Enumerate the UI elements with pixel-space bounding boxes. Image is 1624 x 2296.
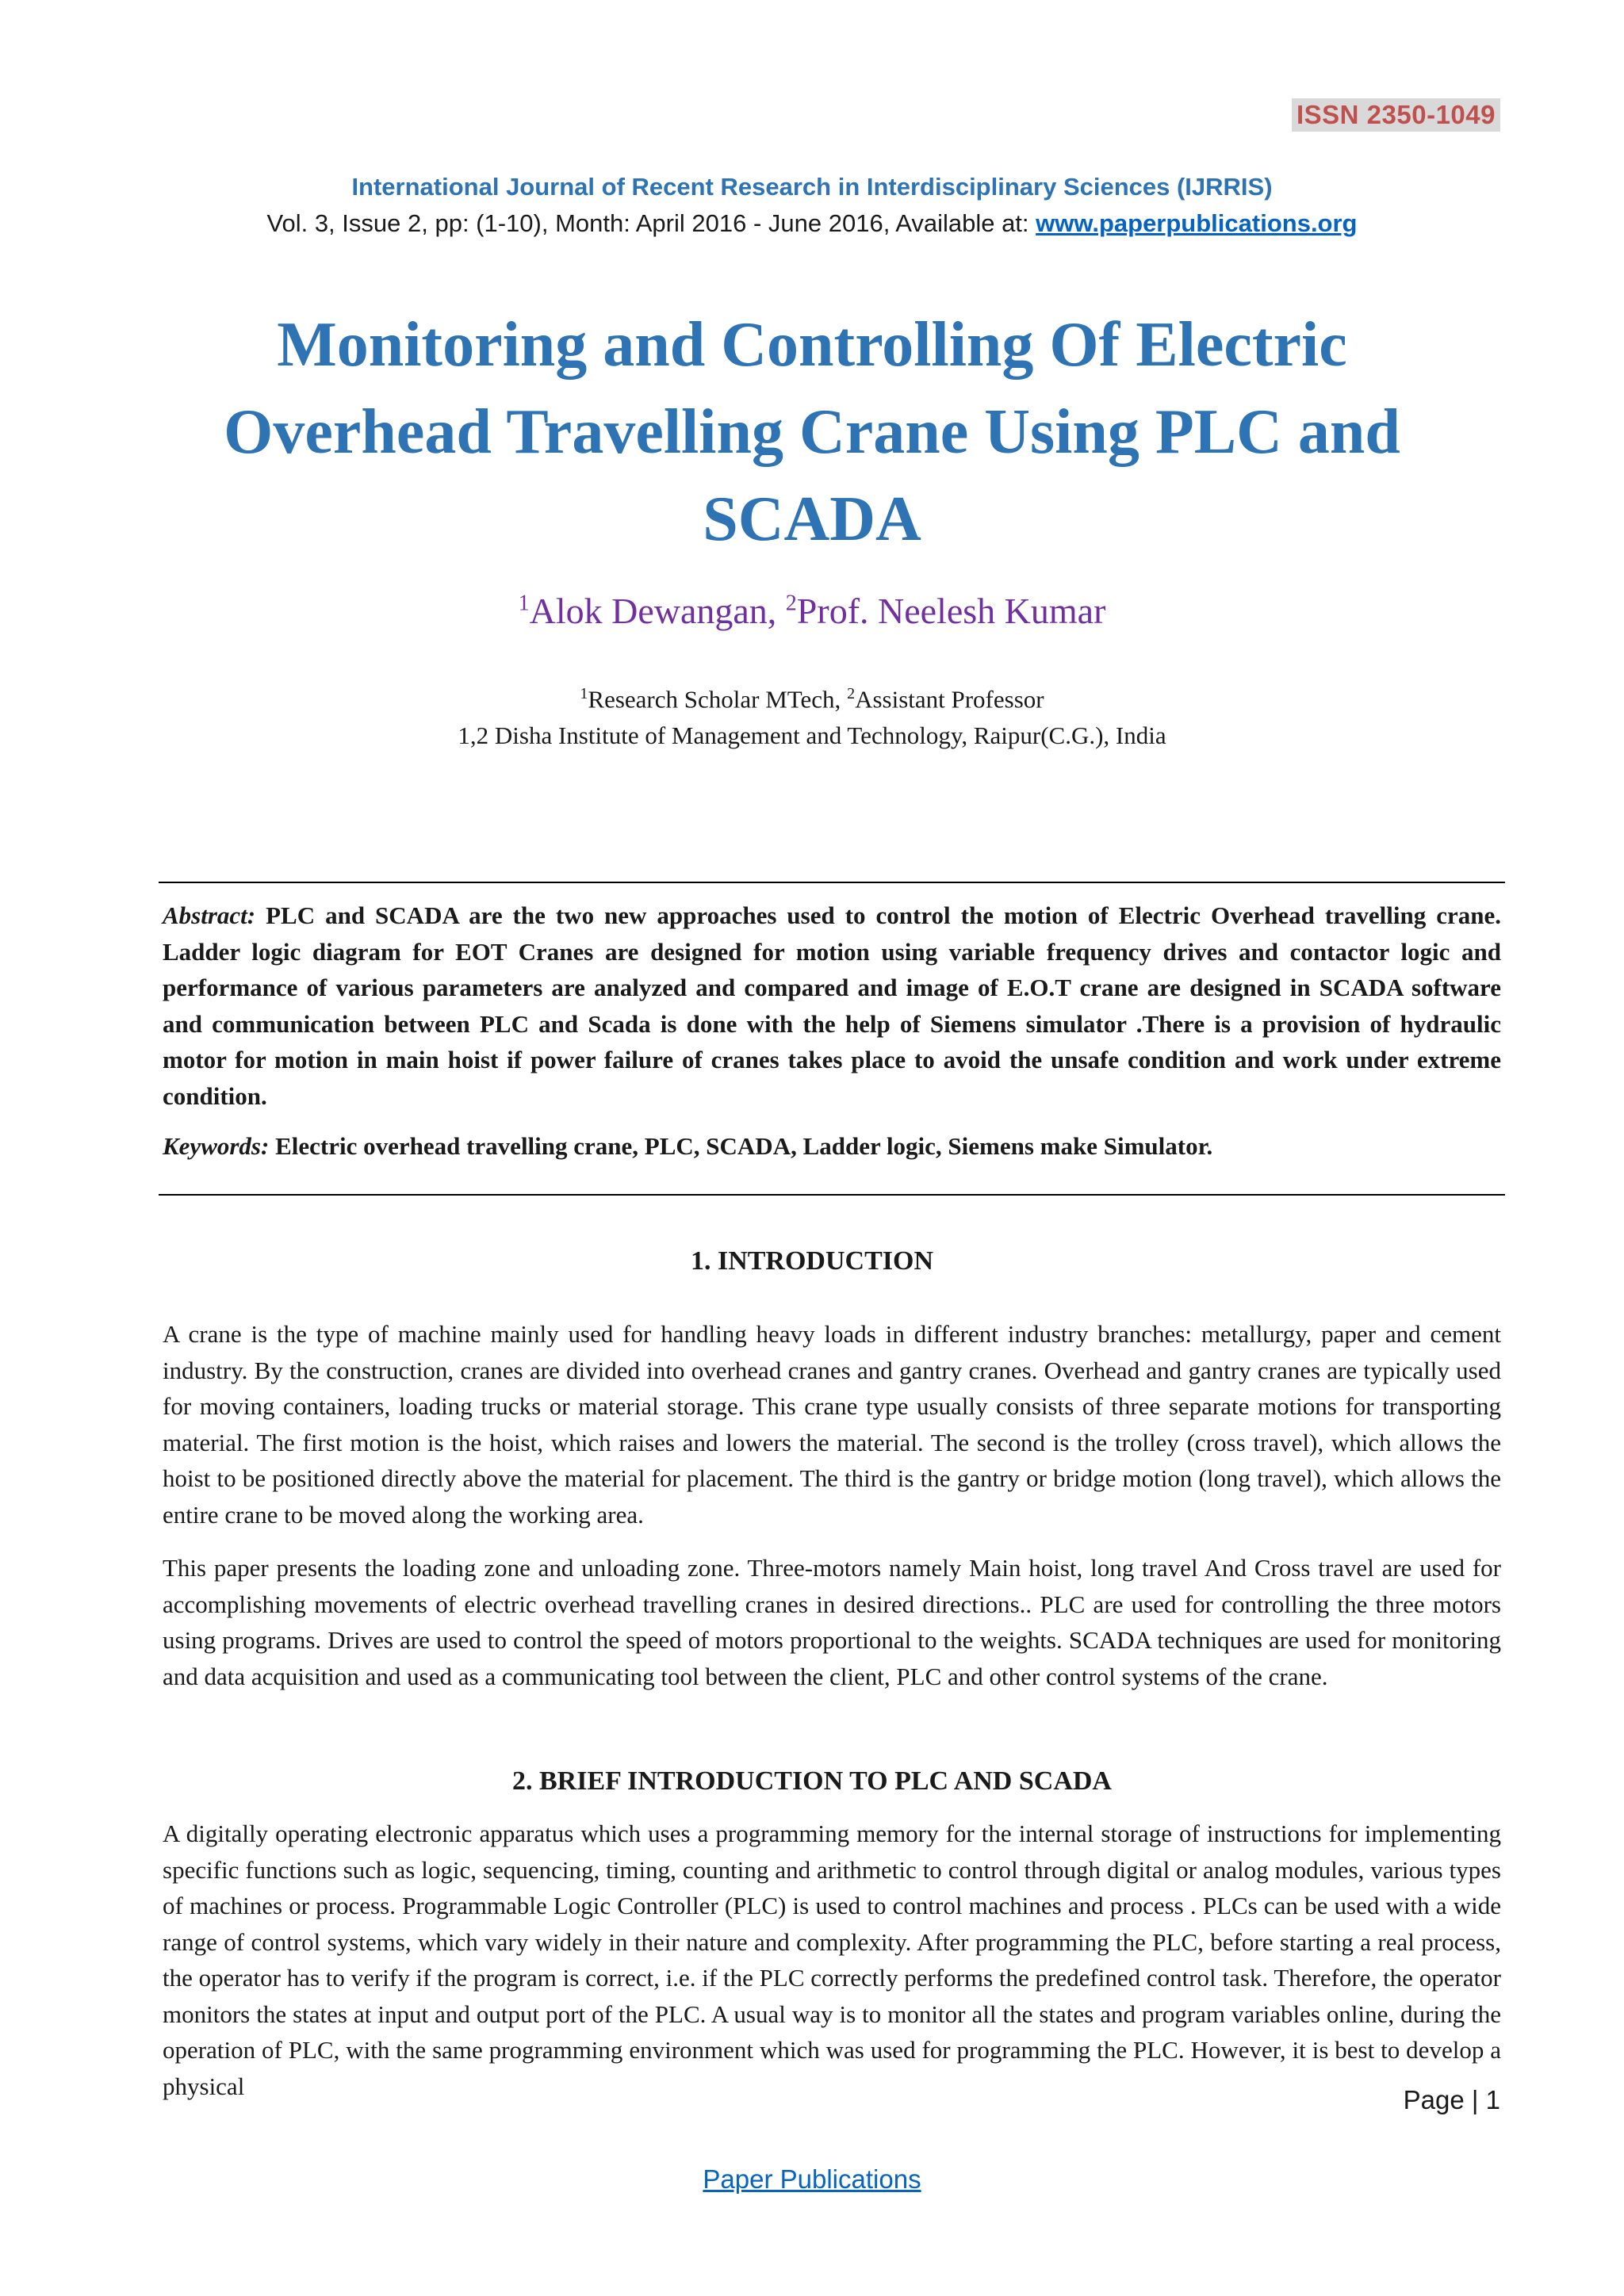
abstract-text: PLC and SCADA are the two new approaches used to control the motion of Electric Overhead travelling crane. Ladder logic diagram for EOT Cranes are designed for motion using variable frequency drives and contactor logic and performance of various parameters are analyzed and compared and image of E.O.T crane are designed in SCADA software and communication between PLC and Scada is done with the help of Siemens simulator .There is a provision of hydraulic motor for motion in main hoist if power failure of cranes takes place to avoid the unsafe condition and work under extreme condition. <box>163 901 1501 1110</box>
volume-text: Vol. 3, Issue 2, pp: (1-10), Month: April 2016 - June 2016, Available at: <box>266 209 1036 237</box>
abstract-bottom-rule <box>159 1194 1505 1196</box>
role-1-sup: 1 <box>580 685 588 702</box>
abstract-label: Abstract: <box>163 901 256 929</box>
author-2-name: Prof. Neelesh Kumar <box>796 591 1106 631</box>
author-1-name: Alok Dewangan, <box>529 591 786 631</box>
role-2-text: Assistant Professor <box>855 685 1044 714</box>
keywords-text: Electric overhead travelling crane, PLC, SCADA, Ladder logic, Siemens make Simulator. <box>269 1132 1213 1160</box>
intro-paragraph-2: This paper presents the loading zone and unloading zone. Three-motors namely Main hoist, long travel And Cross travel are used for accomplishing movements of electric overhead travelling cranes in desired directions.. PLC are used for controlling the three motors using programs. Drives are used to control the speed of motors proportional to the weights. SCADA techniques are used for monitoring and data acquisition and used as a communicating tool between the client, PLC and other control systems of the crane. <box>163 1554 1501 1690</box>
journal-title: International Journal of Recent Research in Interdisciplinary Sciences (IJRRIS) <box>351 173 1273 201</box>
keywords-label: Keywords: <box>163 1132 270 1160</box>
volume-info <box>0 209 1624 238</box>
paper-title: Monitoring and Controlling Of Electric Overhead Travelling Crane Using PLC and SCADA <box>224 310 1400 554</box>
section-heading-plc-scada: 2. BRIEF INTRODUCTION TO PLC AND SCADA <box>512 1766 1112 1796</box>
journal-url-link[interactable]: www.paperpublications.org <box>1036 209 1358 237</box>
affiliation-block <box>0 675 1624 754</box>
abstract <box>163 897 1501 1114</box>
page-number: Page | 1 <box>1403 2085 1500 2114</box>
author-1-sup: 1 <box>518 591 530 616</box>
section-heading-introduction: 1. INTRODUCTION <box>690 1246 934 1276</box>
abstract-top-rule <box>159 882 1505 883</box>
role-2-sup: 2 <box>847 685 856 702</box>
publisher-footer-link[interactable]: Paper Publications <box>703 2164 921 2194</box>
role-1-text: Research Scholar MTech, <box>588 685 848 714</box>
intro-paragraph-1: A crane is the type of machine mainly used for handling heavy loads in different industry branches: metallurgy, paper and cement industry. By the construction, cranes are divided into overhead cranes and gantry cranes. Overhead and gantry cranes are typically used for moving containers, loading trucks or material storage. This crane type usually consists of three separate motions for transporting material. The first motion is the hoist, which raises and lowers the material. The second is the trolley (cross travel), which allows the hoist to be positioned directly above the material for placement. The third is the gantry or bridge motion (long travel), which allows the entire crane to be moved along the working area. <box>163 1320 1501 1529</box>
affiliation-roles <box>0 675 1624 718</box>
keywords <box>163 1132 1501 1161</box>
author-2-sup: 2 <box>785 591 797 616</box>
affiliation-institute: 1,2 Disha Institute of Management and Technology, Raipur(C.G.), India <box>458 721 1166 750</box>
issn-badge: ISSN 2350-1049 <box>1292 98 1500 132</box>
author-list <box>0 590 1624 632</box>
plc-paragraph-1: A digitally operating electronic apparatus which uses a programming memory for the internal storage of instructions for implementing specific functions such as logic, sequencing, timing, counting and arithmetic to control through digital or analog modules, various types of machines or process. Programmable Logic Controller (PLC) is used to control machines and process . PLCs can be used with a wide range of control systems, which vary widely in their nature and complexity. After programming the PLC, before starting a real process, the operator has to verify if the program is correct, i.e. if the PLC correctly performs the predefined control task. Therefore, the operator monitors the states at input and output port of the PLC. A usual way is to monitor all the states and program variables online, during the operation of PLC, with the same programming environment which was used for programming the PLC. However, it is best to develop a physical <box>163 1820 1501 2100</box>
